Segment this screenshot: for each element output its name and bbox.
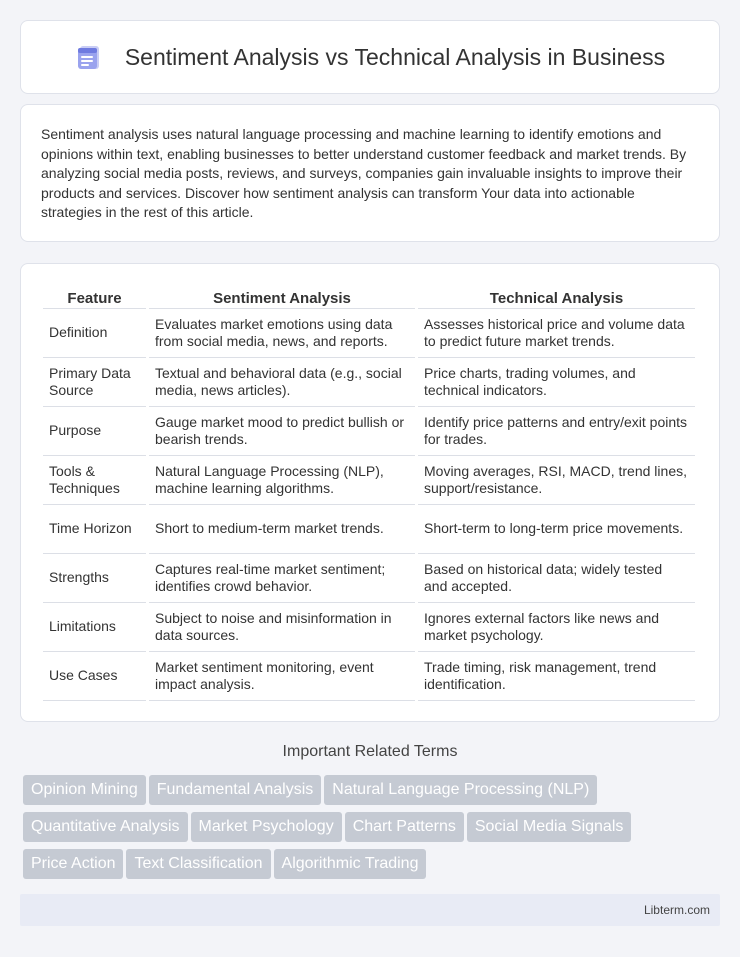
- table-cell: Moving averages, RSI, MACD, trend lines, support/resistance.: [418, 456, 695, 505]
- table-cell: Subject to noise and misinformation in data sources.: [149, 603, 415, 652]
- footer-link[interactable]: Libterm.com: [643, 903, 710, 917]
- table-cell: Ignores external factors like news and market psychology.: [418, 603, 695, 652]
- tag-quantitative-analysis[interactable]: Quantitative Analysis: [23, 812, 188, 842]
- table-cell: Trade timing, risk management, trend identification.: [418, 652, 695, 701]
- table-cell: Short-term to long-term price movements.: [418, 505, 695, 554]
- table-row: [43, 407, 695, 456]
- table-cell: Primary Data Source: [43, 358, 146, 407]
- table-cell: Assesses historical price and volume data to predict future market trends.: [418, 309, 695, 358]
- table-row: [43, 652, 695, 701]
- intro-card: [20, 104, 720, 242]
- table-row: [43, 309, 695, 358]
- table-cell: Gauge market mood to predict bullish or bearish trends.: [149, 407, 415, 456]
- table-cell: Limitations: [43, 603, 146, 652]
- table-cell: Purpose: [43, 407, 146, 456]
- tag-fundamental-analysis[interactable]: Fundamental Analysis: [149, 775, 322, 805]
- comparison-card: [20, 263, 720, 722]
- tag-text-classification[interactable]: Text Classification: [126, 849, 270, 879]
- related-terms-list: [23, 775, 723, 886]
- table-cell: Based on historical data; widely tested and accepted.: [418, 554, 695, 603]
- table-cell: Natural Language Processing (NLP), machine learning algorithms.: [149, 456, 415, 505]
- column-header-feature: Feature: [43, 282, 146, 309]
- table-cell: Strengths: [43, 554, 146, 603]
- column-header-technical: Technical Analysis: [418, 282, 695, 309]
- table-cell: Textual and behavioral data (e.g., social media, news articles).: [149, 358, 415, 407]
- table-cell: Use Cases: [43, 652, 146, 701]
- table-cell: Short to medium-term market trends.: [149, 505, 415, 554]
- tag-market-psychology[interactable]: Market Psychology: [191, 812, 342, 842]
- tag-nlp[interactable]: Natural Language Processing (NLP): [324, 775, 597, 805]
- table-cell: Market sentiment monitoring, event impact analysis.: [149, 652, 415, 701]
- table-cell: Price charts, trading volumes, and technical indicators.: [418, 358, 695, 407]
- tag-chart-patterns[interactable]: Chart Patterns: [345, 812, 464, 842]
- table-cell: Evaluates market emotions using data from social media, news, and reports.: [149, 309, 415, 358]
- table-row: [43, 505, 695, 554]
- table-cell: Time Horizon: [43, 505, 146, 554]
- tag-opinion-mining[interactable]: Opinion Mining: [23, 775, 146, 805]
- comparison-table: [40, 282, 698, 701]
- tag-algorithmic-trading[interactable]: Algorithmic Trading: [274, 849, 427, 879]
- table-header-row: [43, 282, 695, 309]
- table-row: [43, 554, 695, 603]
- table-row: [43, 358, 695, 407]
- footer: [20, 894, 720, 926]
- column-header-sentiment: Sentiment Analysis: [149, 282, 415, 309]
- table-cell: Definition: [43, 309, 146, 358]
- title-card: [20, 20, 720, 94]
- page-title: Sentiment Analysis vs Technical Analysis in Business: [124, 43, 666, 70]
- tag-price-action[interactable]: Price Action: [23, 849, 123, 879]
- related-terms-heading: Important Related Terms: [282, 743, 458, 760]
- table-cell: Captures real-time market sentiment; identifies crowd behavior.: [149, 554, 415, 603]
- table-cell: Tools & Techniques: [43, 456, 146, 505]
- table-row: [43, 456, 695, 505]
- table-cell: Identify price patterns and entry/exit points for trades.: [418, 407, 695, 456]
- table-row: [43, 603, 695, 652]
- tag-social-media-signals[interactable]: Social Media Signals: [467, 812, 632, 842]
- intro-text: Sentiment analysis uses natural language processing and machine learning to identify emotions and opinions within text, enabling businesses to better understand customer feedback and market trends. By analyzing social media posts, reviews, and surveys, companies gain invaluable insights to improve their products and services. Discover how sentiment analysis can transform Your data into actionable strategies in the rest of this article.: [41, 126, 687, 221]
- document-icon: [75, 43, 103, 71]
